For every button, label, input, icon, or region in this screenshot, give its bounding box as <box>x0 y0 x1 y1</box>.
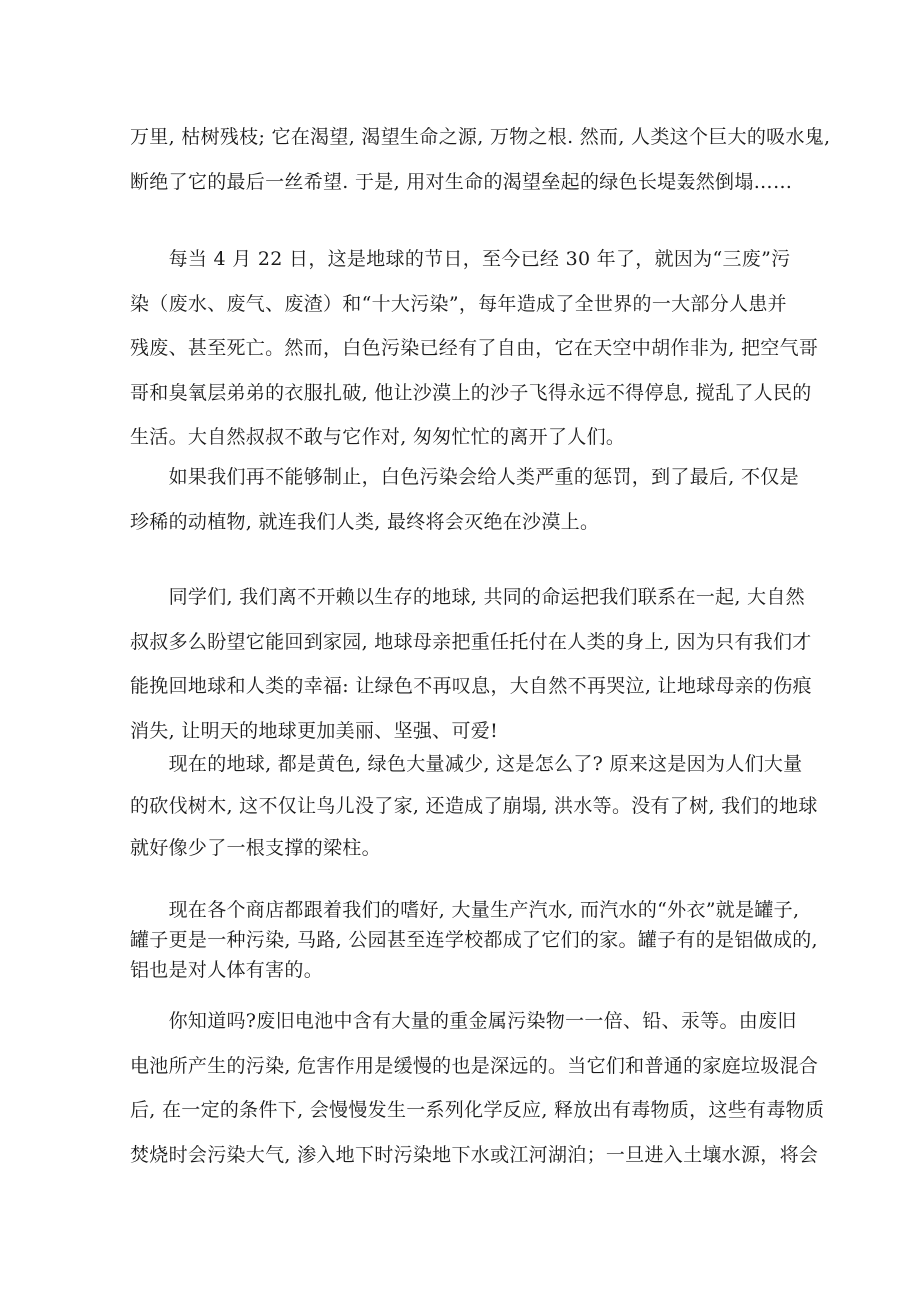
text-line: 断绝了它的最后一丝希望. 于是, 用对生命的渴望垒起的绿色长堤轰然倒塌…… <box>130 170 793 193</box>
text-line: 罐子更是一种污染, 马路, 公园甚至连学校都成了它们的家。罐子有的是铝做成的, <box>130 929 818 951</box>
text-line: 染（废水、废气、废渣）和“十大污染”，每年造成了全世界的一大部分人患并 <box>130 292 787 315</box>
text-line: 同学们, 我们离不开赖以生存的地球, 共同的命运把我们联系在一起, 大自然 <box>130 586 805 608</box>
text-line: 现在各个商店都跟着我们的嗜好, 大量生产汽水, 而汽水的“外衣”就是罐子, <box>130 899 800 921</box>
text-line: 残废、甚至死亡。然而，白色污染已经有了自由，它在天空中胡作非为, 把空气哥 <box>130 337 819 359</box>
paragraph-6 <box>130 895 818 985</box>
text-line: 珍稀的动植物, 就连我们人类, 最终将会灭绝在沙漠上。 <box>130 510 600 533</box>
paragraph-3 <box>130 455 799 544</box>
paragraph-4 <box>130 575 812 753</box>
text-line: 每当 4 月 22 日，这是地球的节日，至今已经 30 年了，就因为“三废”污 <box>130 248 791 270</box>
paragraph-1 <box>130 115 831 204</box>
text-line: 你知道吗?废旧电池中含有大量的重金属污染物一一倍、铅、汞等。由废旧 <box>130 1010 797 1032</box>
text-line: 后, 在一定的条件下, 会慢慢发生一系列化学反应, 释放出有毒物质，这些有毒物质 <box>130 1099 825 1121</box>
text-line: 如果我们再不能够制止，白色污染会给人类严重的惩罚，到了最后, 不仅是 <box>130 466 799 488</box>
text-line: 电池所产生的污染, 危害作用是缓慢的也是深远的。当它们和普通的家庭垃圾混合 <box>130 1054 819 1077</box>
text-line: 生活。大自然叔叔不敢与它作对, 匆匆忙忙的离开了人们。 <box>130 426 626 448</box>
text-line: 就好像少了一根支撑的梁柱。 <box>130 837 381 859</box>
text-line: 叔叔多么盼望它能回到家园, 地球母亲把重任托付在人类的身上, 因为只有我们才 <box>130 630 812 653</box>
paragraph-2 <box>130 237 819 460</box>
text-line: 现在的地球, 都是黄色, 绿色大量减少, 这是怎么了? 原来这是因为人们大量 <box>130 753 803 775</box>
text-line: 的砍伐树木, 这不仅让鸟儿没了家, 还造成了崩塌, 洪水等。没有了树, 我们的地球 <box>130 795 818 817</box>
text-line: 焚烧时会污染大气, 渗入地下时污染地下水或江河湖泊；一旦进入土壤水源，将会 <box>130 1143 819 1166</box>
text-line: 消失, 让明天的地球更加美丽、坚强、可爱! <box>130 719 499 742</box>
text-line: 哥和臭氧层弟弟的衣服扎破, 他让沙漠上的沙子飞得永远不得停息, 搅乱了人民的 <box>130 381 812 404</box>
paragraph-5 <box>130 743 818 869</box>
paragraph-7 <box>130 999 825 1177</box>
text-line: 能挽回地球和人类的幸福: 让绿色不再叹息，大自然不再哭泣, 让地球母亲的伤痕 <box>130 675 812 697</box>
text-line: 铝也是对人体有害的。 <box>130 959 324 981</box>
text-line: 万里, 枯树残枝; 它在渴望, 渴望生命之源, 万物之根. 然而, 人类这个巨大的吸水鬼, <box>130 126 831 148</box>
